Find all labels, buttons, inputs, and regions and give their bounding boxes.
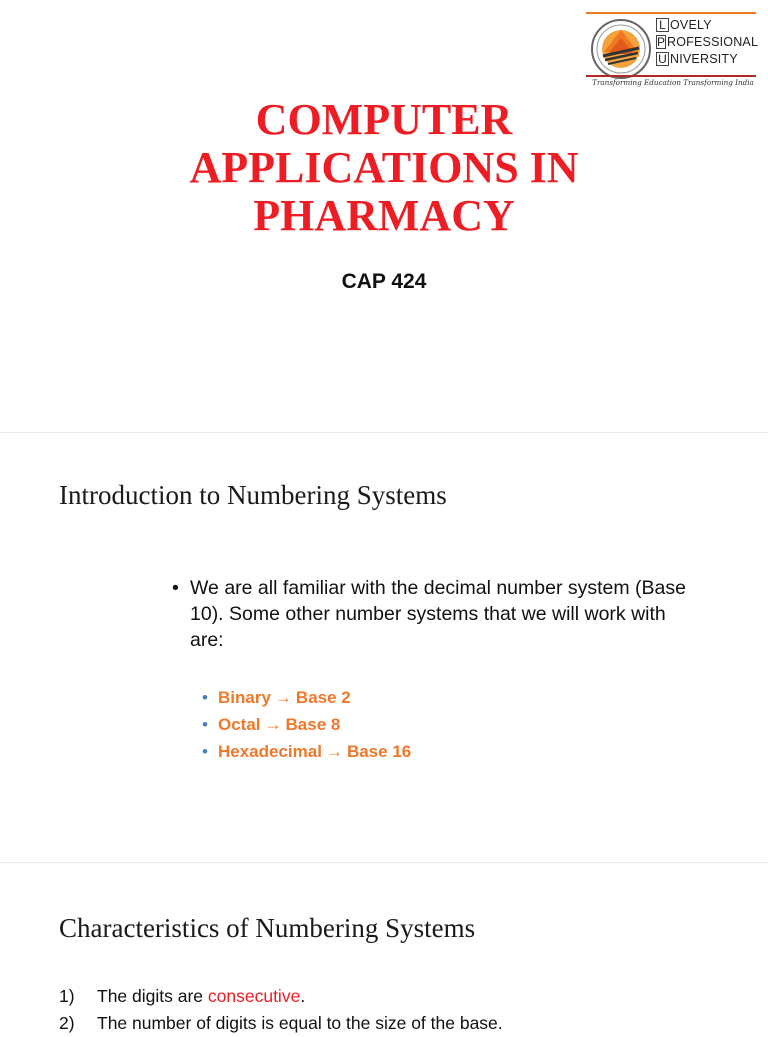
logo-tagline: Transforming Education Transforming India (592, 78, 754, 87)
logo-row-lovely (656, 16, 756, 33)
logo-word: NIVERSITY (670, 51, 738, 66)
logo-wordmark (656, 16, 759, 67)
logo-word: OVELY (670, 17, 712, 32)
title-line: PHARMACY (253, 191, 515, 240)
list-item (202, 711, 411, 738)
item-number: 1) (59, 986, 75, 1006)
university-emblem-icon (590, 18, 652, 80)
item-text: The number of digits is equal to the size of the base. (97, 1013, 503, 1033)
slide-divider (0, 862, 768, 863)
bullet-icon: • (202, 688, 208, 707)
university-logo (586, 12, 760, 90)
list-item (202, 738, 411, 765)
logo-letter-box: P (657, 34, 666, 49)
logo-top-rule (586, 12, 756, 14)
bullet-icon: • (202, 742, 208, 761)
list-item (202, 684, 411, 711)
system-base: Base 8 (285, 715, 341, 734)
bullet-icon: • (202, 715, 208, 734)
item-number: 2) (59, 1013, 75, 1033)
item-highlight: consecutive (207, 986, 301, 1006)
bullet-icon: • (172, 577, 179, 599)
title-line: APPLICATIONS IN (189, 143, 579, 192)
course-code: CAP 424 (341, 270, 427, 293)
item-text-end: . (300, 986, 306, 1006)
logo-letter-box: U (656, 52, 669, 66)
arrow-right-icon: → (264, 715, 282, 734)
slide-heading-characteristics: Characteristics of Numbering Systems (59, 913, 476, 943)
arrow-right-icon: → (325, 742, 343, 761)
arrow-right-icon: → (274, 688, 292, 707)
slide-heading-intro: Introduction to Numbering Systems (59, 480, 447, 510)
intro-bullet (172, 575, 692, 653)
slide-divider (0, 432, 768, 433)
logo-letter-box: L (656, 18, 669, 32)
system-name: Binary (218, 688, 271, 707)
item-text: The digits are (97, 986, 208, 1006)
characteristics-list (59, 983, 759, 1037)
logo-row-university (656, 50, 756, 67)
slide-title (84, 96, 684, 240)
system-base: Base 2 (295, 688, 351, 707)
title-slide (0, 0, 768, 430)
list-item (59, 983, 759, 1010)
title-line: COMPUTER (255, 95, 513, 144)
logo-row-professional (656, 33, 759, 50)
system-base: Base 16 (346, 742, 412, 761)
logo-word: ROFESSIONAL (667, 34, 759, 49)
system-name: Hexadecimal (218, 742, 322, 761)
system-name: Octal (218, 715, 261, 734)
number-system-list (202, 684, 411, 765)
logo-bottom-rule (586, 75, 756, 77)
bullet-text: We are all familiar with the decimal number system (Base 10). Some other number systems that we will work with are: (190, 577, 686, 651)
